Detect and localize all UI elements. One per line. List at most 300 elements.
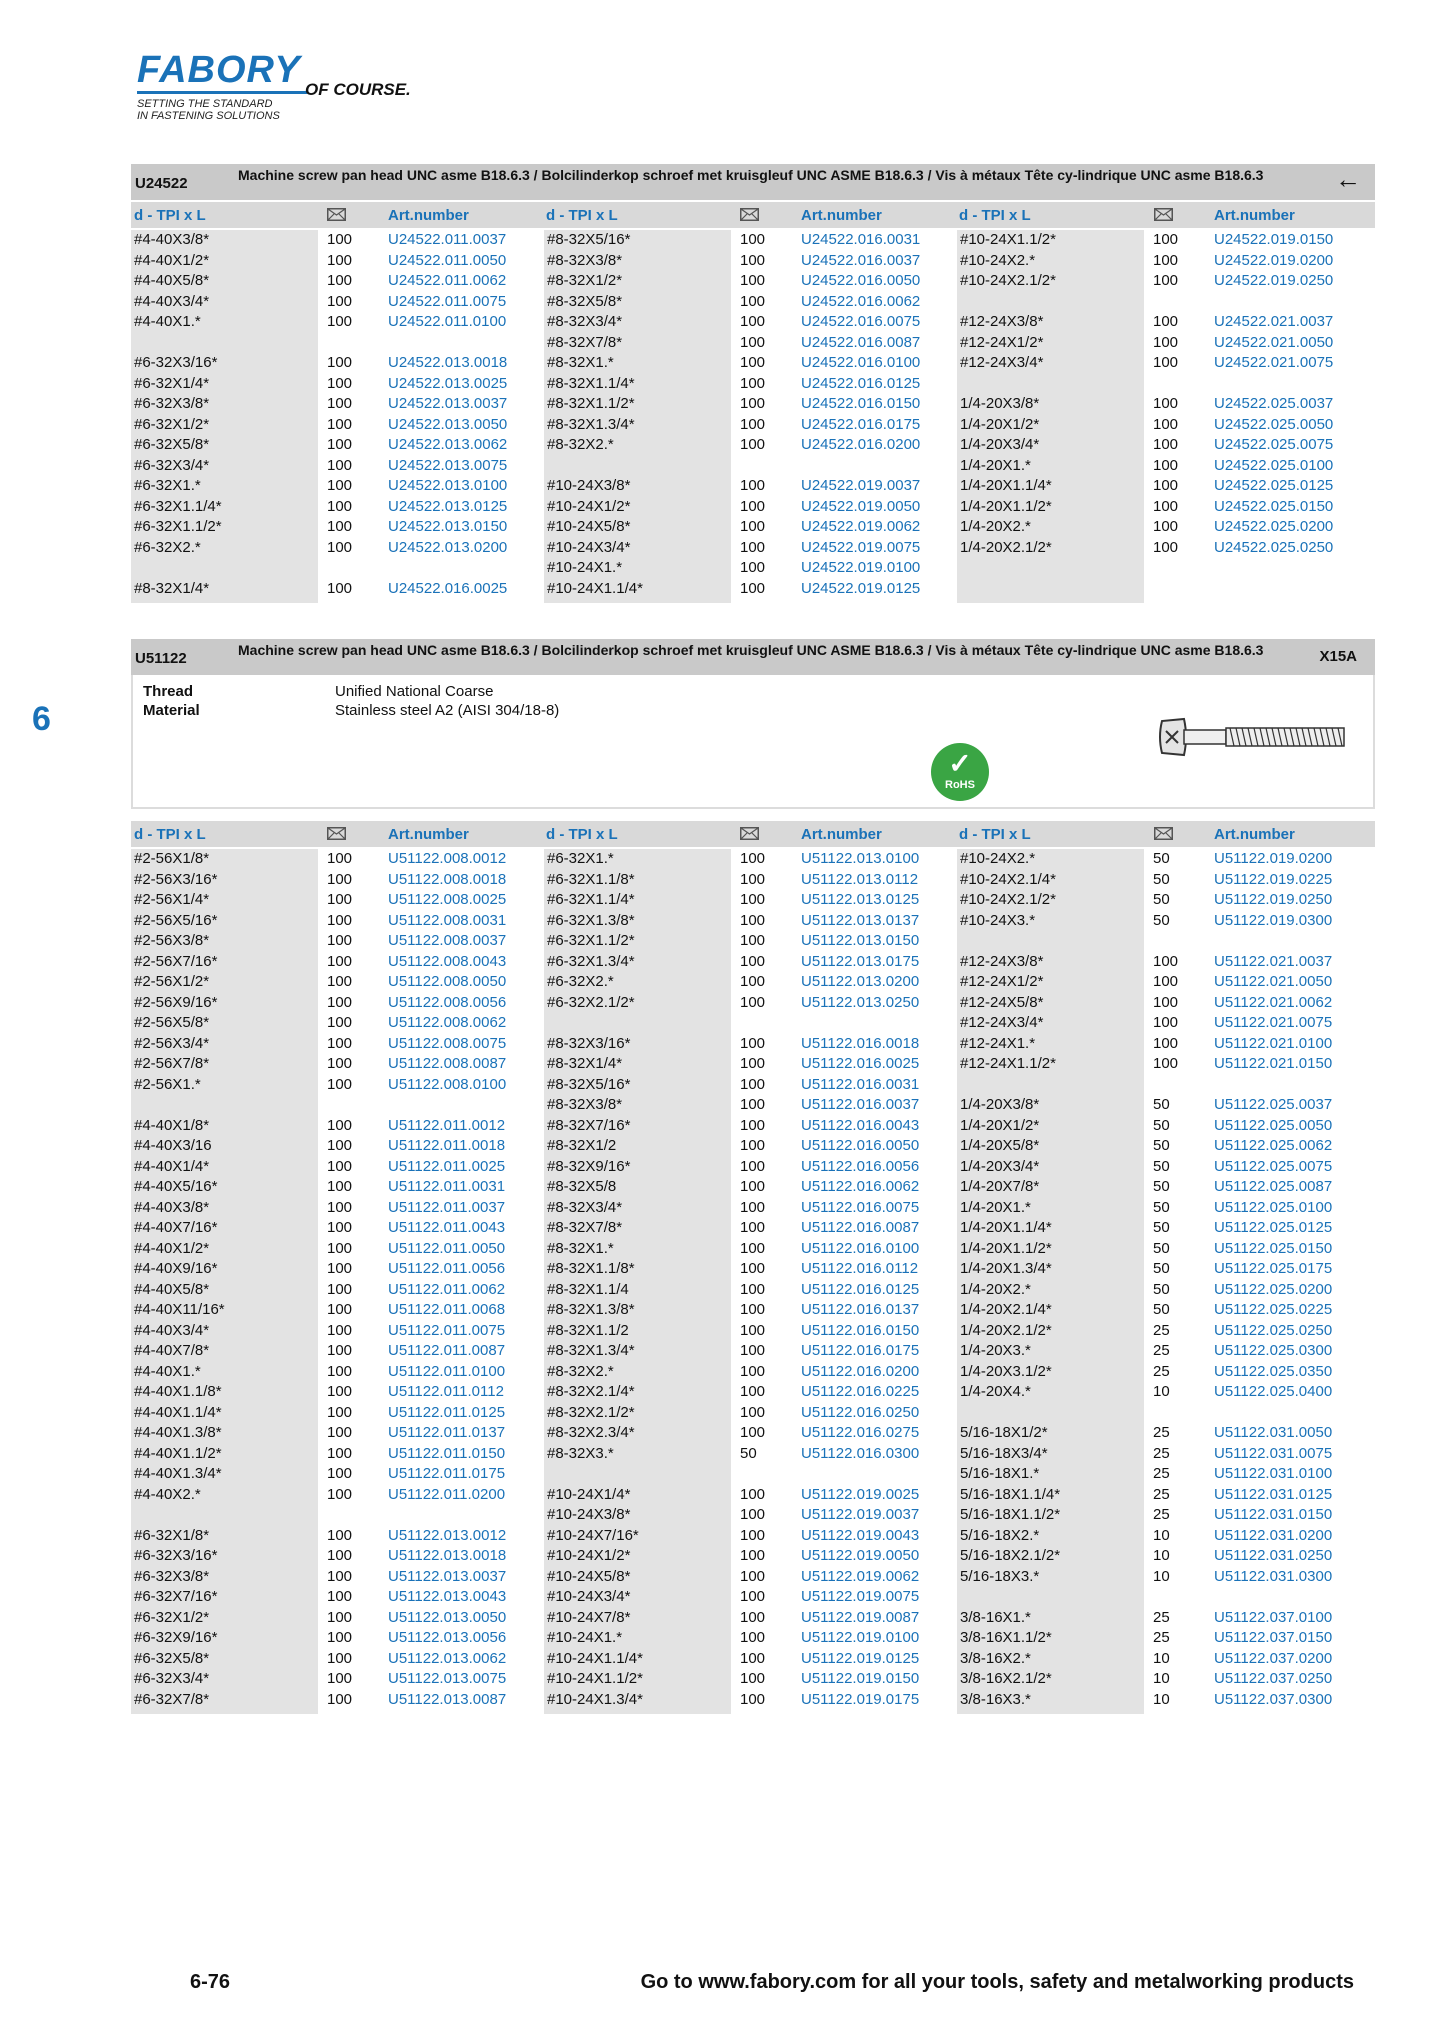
pack-qty-cell: 100 — [740, 313, 766, 330]
art-number-link[interactable]: U51122.013.0018 — [388, 1547, 507, 1564]
table-row — [131, 292, 541, 312]
table-row — [544, 1669, 954, 1689]
art-number-link[interactable]: U51122.016.0300 — [801, 1444, 920, 1462]
art-number-link[interactable]: U24522.013.0100 — [388, 477, 508, 494]
pack-qty-cell: 100 — [740, 1649, 766, 1667]
table-row — [131, 1444, 541, 1464]
art-number-link[interactable]: U51122.031.0125 — [1214, 1485, 1333, 1503]
pack-qty-cell: 100 — [740, 538, 766, 556]
pack-qty-cell: 50 — [1153, 1239, 1170, 1257]
table-row — [544, 230, 954, 250]
table-row — [544, 1280, 954, 1300]
pack-qty-cell: 50 — [740, 1444, 757, 1462]
pack-qty-cell: 100 — [327, 1198, 353, 1216]
table-row — [131, 972, 541, 992]
pack-qty-cell: 100 — [327, 1547, 353, 1564]
art-number-link[interactable]: U51122.008.0062 — [388, 1014, 507, 1031]
art-number-link[interactable]: U51122.019.0050 — [801, 1547, 920, 1564]
art-number-link[interactable]: U24522.021.0037 — [1214, 313, 1334, 330]
pan-head-screw-icon — [1154, 711, 1354, 763]
art-number-link[interactable]: U24522.013.0025 — [388, 374, 508, 392]
pack-qty-cell: 50 — [1153, 1301, 1170, 1318]
art-number-link[interactable]: U24522.016.0100 — [801, 354, 921, 371]
table-row — [131, 251, 541, 271]
pack-qty-cell: 50 — [1153, 850, 1170, 867]
art-number-link[interactable]: U51122.019.0100 — [801, 1629, 920, 1646]
size-cell: #4-40X5/8* — [134, 1280, 210, 1298]
pack-qty-cell: 100 — [327, 1260, 353, 1277]
art-number-link[interactable]: U51122.016.0018 — [801, 1034, 920, 1052]
table-row — [131, 1075, 541, 1095]
pack-qty-cell: 100 — [740, 231, 766, 248]
art-number-link[interactable]: U51122.011.0150 — [388, 1444, 506, 1462]
art-number-link[interactable]: U24522.016.0050 — [801, 272, 921, 289]
logo-tagline-1: SETTING THE STANDARD — [137, 98, 273, 110]
art-number-link[interactable]: U51122.037.0250 — [1214, 1670, 1333, 1687]
art-number-link[interactable]: U51122.037.0300 — [1214, 1690, 1333, 1708]
art-number-link[interactable]: U51122.013.0250 — [801, 993, 920, 1011]
art-number-link[interactable]: U51122.011.0031 — [388, 1178, 506, 1195]
art-number-link[interactable]: U24522.016.0075 — [801, 313, 921, 330]
size-cell: #6-32X1/4* — [134, 374, 210, 392]
art-number-link[interactable]: U24522.013.0018 — [388, 354, 508, 371]
size-cell: 1/4-20X1.1/4* — [960, 477, 1052, 494]
art-number-link[interactable]: U51122.016.0125 — [801, 1280, 920, 1298]
art-number-link[interactable]: U51122.031.0300 — [1214, 1567, 1333, 1585]
table-row — [957, 1095, 1367, 1115]
table-row — [131, 415, 541, 435]
art-number-link[interactable]: U51122.025.0062 — [1214, 1137, 1333, 1154]
size-cell: #8-32X1.1/4* — [547, 374, 635, 392]
art-number-link[interactable]: U51122.025.0200 — [1214, 1280, 1333, 1298]
art-number-link[interactable]: U51122.013.0125 — [801, 891, 920, 908]
table-row — [957, 1321, 1367, 1341]
art-number-link[interactable]: U24522.016.0150 — [801, 395, 921, 412]
table-row — [544, 271, 954, 291]
art-number-link[interactable]: U51122.025.0075 — [1214, 1157, 1333, 1175]
art-number-link[interactable]: U24522.013.0050 — [388, 415, 508, 433]
art-number-link[interactable]: U51122.019.0125 — [801, 1649, 920, 1667]
art-number-link[interactable]: U51122.019.0150 — [801, 1670, 920, 1687]
art-number-link[interactable]: U24522.011.0075 — [388, 292, 507, 310]
art-number-link[interactable]: U24522.016.0175 — [801, 415, 921, 433]
size-cell: #6-32X1.1/8* — [547, 870, 635, 888]
art-number-link[interactable]: U51122.013.0075 — [388, 1670, 507, 1687]
pack-qty-cell: 100 — [327, 1465, 353, 1482]
art-number-link[interactable]: U24522.025.0037 — [1214, 395, 1334, 412]
pack-qty-cell: 100 — [327, 1014, 353, 1031]
art-number-link[interactable]: U51122.021.0050 — [1214, 973, 1333, 990]
size-cell: #6-32X3/4* — [134, 456, 210, 474]
art-number-link[interactable]: U51122.011.0200 — [388, 1485, 506, 1503]
art-number-link[interactable]: U51122.019.0043 — [801, 1526, 920, 1544]
art-number-link[interactable]: U51122.016.0056 — [801, 1157, 920, 1175]
art-number-link[interactable]: U51122.013.0100 — [801, 850, 920, 867]
art-number-link[interactable]: U51122.011.0037 — [388, 1198, 506, 1216]
art-number-link[interactable]: U24522.013.0125 — [388, 497, 508, 515]
art-number-link[interactable]: U24522.025.0200 — [1214, 518, 1334, 535]
pack-qty-cell: 25 — [1153, 1629, 1170, 1646]
size-cell: 1/4-20X1.1/2* — [960, 497, 1052, 515]
size-cell: #10-24X1/4* — [547, 1485, 631, 1503]
art-number-link[interactable]: U24522.016.0031 — [801, 231, 921, 248]
table-row — [131, 1649, 541, 1669]
pack-qty-cell: 25 — [1153, 1444, 1170, 1462]
size-cell: #2-56X9/16* — [134, 993, 218, 1011]
table-row — [131, 456, 541, 476]
size-cell: #6-32X1.1/4* — [547, 891, 635, 908]
art-number-link[interactable]: U51122.037.0150 — [1214, 1629, 1333, 1646]
envelope-icon — [327, 208, 346, 221]
art-number-link[interactable]: U51122.008.0031 — [388, 911, 507, 929]
art-number-link[interactable]: U51122.025.0087 — [1214, 1178, 1333, 1195]
art-number-link[interactable]: U51122.016.0050 — [801, 1137, 920, 1154]
art-number-link[interactable]: U51122.013.0150 — [801, 932, 920, 949]
art-number-link[interactable]: U51122.025.0250 — [1214, 1321, 1333, 1339]
art-number-link[interactable]: U51122.025.0300 — [1214, 1342, 1333, 1359]
col-size-header: d - TPI x L — [134, 826, 206, 843]
logo-tagline-2: IN FASTENING SOLUTIONS — [137, 110, 280, 122]
art-number-link[interactable]: U51122.013.0175 — [801, 952, 920, 970]
art-number-link[interactable]: U24522.016.0062 — [801, 292, 921, 310]
art-number-link[interactable]: U24522.016.0087 — [801, 333, 921, 351]
table-row — [957, 972, 1367, 992]
art-number-link[interactable]: U51122.008.0050 — [388, 973, 507, 990]
art-number-link[interactable]: U51122.019.0225 — [1214, 870, 1333, 888]
art-number-link[interactable]: U24522.016.0200 — [801, 436, 921, 453]
table-row — [957, 1649, 1367, 1669]
art-number-link[interactable]: U51122.013.0200 — [801, 973, 920, 990]
size-cell: #6-32X1.3/4* — [547, 952, 635, 970]
pack-qty-cell: 100 — [740, 1567, 766, 1585]
table-row — [544, 1218, 954, 1238]
art-number-link[interactable]: U51122.013.0112 — [801, 870, 919, 888]
art-number-link[interactable]: U51122.019.0087 — [801, 1608, 920, 1626]
art-number-link[interactable]: U51122.013.0062 — [388, 1649, 507, 1667]
art-number-link[interactable]: U51122.016.0075 — [801, 1198, 920, 1216]
table-row — [544, 1116, 954, 1136]
size-cell: #8-32X3/4* — [547, 313, 623, 330]
art-number-link[interactable]: U51122.019.0250 — [1214, 891, 1333, 908]
art-number-link[interactable]: U51122.016.0200 — [801, 1362, 920, 1380]
size-cell: 1/4-20X2.1/4* — [960, 1301, 1052, 1318]
art-number-link[interactable]: U51122.008.0025 — [388, 891, 507, 908]
art-number-link[interactable]: U51122.008.0087 — [388, 1055, 507, 1072]
size-cell: 5/16-18X3.* — [960, 1567, 1040, 1585]
pack-qty-cell: 100 — [327, 952, 353, 970]
art-number-link[interactable]: U51122.008.0018 — [388, 870, 507, 888]
size-cell: #4-40X1.3/4* — [134, 1465, 222, 1482]
art-number-link[interactable]: U51122.011.0043 — [388, 1219, 506, 1236]
art-number-link[interactable]: U51122.019.0037 — [801, 1506, 920, 1523]
art-number-link[interactable]: U51122.021.0075 — [1214, 1014, 1333, 1031]
table-row — [131, 1239, 541, 1259]
table-row — [544, 1567, 954, 1587]
table-row — [544, 1300, 954, 1320]
pack-qty-cell: 100 — [1153, 952, 1179, 970]
art-number-link[interactable]: U51122.016.0043 — [801, 1116, 920, 1134]
art-number-link[interactable]: U24522.025.0100 — [1214, 456, 1334, 474]
pack-qty-cell: 100 — [740, 1383, 766, 1400]
art-number-link[interactable]: U51122.019.0075 — [801, 1588, 920, 1605]
pack-qty-cell: 100 — [740, 1137, 766, 1154]
art-number-link[interactable]: U51122.011.0137 — [388, 1424, 506, 1441]
table-row — [544, 1628, 954, 1648]
art-number-link[interactable]: U24522.019.0100 — [801, 559, 921, 576]
table-row — [544, 972, 954, 992]
table-row — [544, 558, 954, 578]
art-number-link[interactable]: U51122.021.0100 — [1214, 1034, 1333, 1052]
art-number-link[interactable]: U51122.031.0250 — [1214, 1547, 1333, 1564]
pack-qty-cell: 100 — [327, 1075, 353, 1093]
art-number-link[interactable]: U51122.011.0125 — [388, 1403, 506, 1421]
art-number-link[interactable]: U24522.011.0037 — [388, 231, 507, 248]
size-cell: #6-32X2.* — [547, 973, 614, 990]
table-row — [544, 374, 954, 394]
logo-slogan: OF COURSE. — [305, 80, 411, 99]
size-cell: #10-24X1/2* — [547, 497, 631, 515]
table-row — [544, 435, 954, 455]
pack-qty-cell: 100 — [740, 1198, 766, 1216]
table-row — [131, 353, 541, 373]
art-number-link[interactable]: U51122.008.0037 — [388, 932, 507, 949]
art-number-link[interactable]: U51122.031.0100 — [1214, 1465, 1333, 1482]
size-cell: #4-40X1.* — [134, 1362, 201, 1380]
art-number-link[interactable]: U51122.025.0037 — [1214, 1096, 1333, 1113]
table-row — [957, 1239, 1367, 1259]
size-cell: #4-40X1.* — [134, 313, 201, 330]
rohs-label: RoHS — [945, 779, 975, 791]
art-number-link[interactable]: U51122.011.0087 — [388, 1342, 506, 1359]
size-cell: 1/4-20X3/4* — [960, 436, 1040, 453]
pack-qty-cell: 100 — [327, 456, 353, 474]
art-number-link[interactable]: U51122.008.0012 — [388, 850, 507, 867]
table-row — [544, 394, 954, 414]
art-number-link[interactable]: U51122.019.0200 — [1214, 850, 1333, 867]
back-arrow-icon[interactable]: ← — [1335, 164, 1361, 194]
pack-qty-cell: 25 — [1153, 1485, 1170, 1503]
pack-qty-cell: 100 — [740, 932, 766, 949]
pack-qty-cell: 100 — [740, 1034, 766, 1052]
col-art-header: Art.number — [388, 826, 469, 843]
table-row — [544, 1157, 954, 1177]
table-row — [131, 911, 541, 931]
table-row — [957, 1669, 1367, 1689]
art-number-link[interactable]: U51122.013.0137 — [801, 911, 920, 929]
art-number-link[interactable]: U24522.021.0050 — [1214, 333, 1334, 351]
art-number-link[interactable]: U51122.019.0025 — [801, 1485, 920, 1503]
art-number-link[interactable]: U24522.013.0075 — [388, 456, 508, 474]
table-row — [131, 476, 541, 496]
pack-qty-cell: 10 — [1153, 1383, 1170, 1400]
art-number-link[interactable]: U24522.019.0125 — [801, 579, 921, 597]
art-number-link[interactable]: U51122.011.0050 — [388, 1239, 506, 1257]
art-number-link[interactable]: U24522.016.0025 — [388, 579, 508, 597]
table-row — [131, 312, 541, 332]
size-cell: #4-40X1/4* — [134, 1157, 210, 1175]
pack-qty-cell: 25 — [1153, 1362, 1170, 1380]
size-cell: #8-32X1/4* — [134, 579, 210, 597]
art-number-link[interactable]: U24522.025.0250 — [1214, 538, 1334, 556]
pack-qty-cell: 100 — [740, 1239, 766, 1257]
art-number-link[interactable]: U51122.013.0050 — [388, 1608, 507, 1626]
art-number-link[interactable]: U51122.016.0037 — [801, 1096, 920, 1113]
pack-qty-cell: 100 — [740, 477, 766, 494]
size-cell: #6-32X9/16* — [134, 1629, 218, 1646]
art-number-link[interactable]: U51122.031.0150 — [1214, 1506, 1333, 1523]
art-number-link[interactable]: U51122.011.0056 — [388, 1260, 506, 1277]
table-row — [544, 1505, 954, 1525]
pack-qty-cell: 100 — [1153, 538, 1179, 556]
art-number-link[interactable]: U51122.016.0031 — [801, 1075, 920, 1093]
art-number-link[interactable]: U51122.016.0087 — [801, 1219, 920, 1236]
art-number-link[interactable]: U24522.025.0150 — [1214, 497, 1334, 515]
art-number-link[interactable]: U51122.008.0056 — [388, 993, 507, 1011]
art-number-link[interactable]: U51122.016.0250 — [801, 1403, 920, 1421]
size-cell: #4-40X1.1/4* — [134, 1403, 222, 1421]
art-number-link[interactable]: U51122.008.0075 — [388, 1034, 507, 1052]
art-number-link[interactable]: U24522.013.0037 — [388, 395, 508, 412]
art-number-link[interactable]: U51122.016.0062 — [801, 1178, 920, 1195]
art-number-link[interactable]: U51122.021.0037 — [1214, 952, 1333, 970]
art-number-link[interactable]: U24522.019.0050 — [801, 497, 921, 515]
art-number-link[interactable]: U24522.025.0075 — [1214, 436, 1334, 453]
table-row — [131, 1423, 541, 1443]
art-number-link[interactable]: U51122.031.0050 — [1214, 1424, 1333, 1441]
art-number-link[interactable]: U24522.013.0200 — [388, 538, 508, 556]
art-number-link[interactable]: U24522.019.0062 — [801, 518, 921, 535]
art-number-link[interactable]: U51122.019.0300 — [1214, 911, 1333, 929]
art-number-link[interactable]: U51122.019.0062 — [801, 1567, 920, 1585]
size-cell: #6-32X3/16* — [134, 1547, 218, 1564]
size-cell: 1/4-20X4.* — [960, 1383, 1031, 1400]
art-number-link[interactable]: U24522.013.0062 — [388, 436, 508, 453]
art-number-link[interactable]: U51122.013.0012 — [388, 1526, 507, 1544]
art-number-link[interactable]: U51122.037.0100 — [1214, 1608, 1333, 1626]
art-number-link[interactable]: U51122.019.0175 — [801, 1690, 920, 1708]
pack-qty-cell: 50 — [1153, 911, 1170, 929]
art-number-link[interactable]: U51122.013.0087 — [388, 1690, 507, 1708]
art-number-link[interactable]: U24522.019.0200 — [1214, 251, 1334, 269]
art-number-link[interactable]: U51122.013.0056 — [388, 1629, 507, 1646]
table-row — [957, 1259, 1367, 1279]
art-number-link[interactable]: U51122.025.0100 — [1214, 1198, 1333, 1216]
art-number-link[interactable]: U24522.021.0075 — [1214, 354, 1334, 371]
pack-qty-cell: 100 — [740, 518, 766, 535]
pack-qty-cell: 100 — [740, 251, 766, 269]
pack-qty-cell: 100 — [740, 579, 766, 597]
art-number-link[interactable]: U51122.016.0275 — [801, 1424, 920, 1441]
table-row — [131, 1587, 541, 1607]
art-number-link[interactable]: U51122.016.0137 — [801, 1301, 920, 1318]
size-cell: #4-40X3/8* — [134, 231, 210, 248]
art-number-link[interactable]: U24522.019.0250 — [1214, 272, 1334, 289]
art-number-link[interactable]: U24522.019.0075 — [801, 538, 921, 556]
art-number-link[interactable]: U51122.037.0200 — [1214, 1649, 1333, 1667]
envelope-icon — [1154, 827, 1173, 840]
art-number-link[interactable]: U51122.013.0043 — [388, 1588, 507, 1605]
art-number-link[interactable]: U51122.011.0175 — [388, 1465, 506, 1482]
art-number-link[interactable]: U51122.025.0150 — [1214, 1239, 1333, 1257]
art-number-link[interactable]: U51122.021.0062 — [1214, 993, 1333, 1011]
art-number-link[interactable]: U51122.016.0100 — [801, 1239, 920, 1257]
art-number-link[interactable]: U51122.025.0050 — [1214, 1116, 1333, 1134]
size-cell: #4-40X9/16* — [134, 1260, 218, 1277]
art-number-link[interactable]: U51122.021.0150 — [1214, 1055, 1333, 1072]
table-row — [131, 517, 541, 537]
table-row — [957, 1444, 1367, 1464]
table-row — [131, 1382, 541, 1402]
table-row — [131, 1608, 541, 1628]
art-number-link[interactable]: U51122.025.0175 — [1214, 1260, 1333, 1277]
size-cell: #8-32X1.1/4 — [547, 1280, 629, 1298]
table-row — [544, 1362, 954, 1382]
table-row — [957, 993, 1367, 1013]
art-number-link[interactable]: U24522.011.0062 — [388, 272, 507, 289]
art-number-link[interactable]: U51122.025.0400 — [1214, 1383, 1333, 1400]
art-number-link[interactable]: U51122.016.0225 — [801, 1383, 920, 1400]
size-cell: #10-24X3/4* — [547, 1588, 631, 1605]
pack-qty-cell: 100 — [1153, 1055, 1179, 1072]
art-number-link[interactable]: U51122.016.0175 — [801, 1342, 920, 1359]
art-number-link[interactable]: U51122.031.0200 — [1214, 1526, 1333, 1544]
art-number-link[interactable]: U24522.025.0050 — [1214, 415, 1334, 433]
size-cell: 5/16-18X3/4* — [960, 1444, 1048, 1462]
art-number-link[interactable]: U24522.013.0150 — [388, 518, 508, 535]
art-number-link[interactable]: U51122.011.0025 — [388, 1157, 506, 1175]
pack-qty-cell: 100 — [1153, 477, 1179, 494]
art-number-link[interactable]: U51122.025.0125 — [1214, 1219, 1333, 1236]
page-number: 6-76 — [190, 1971, 231, 1993]
art-number-link[interactable]: U24522.011.0100 — [388, 313, 507, 330]
art-number-link[interactable]: U51122.011.0012 — [388, 1116, 506, 1134]
art-number-link[interactable]: U51122.008.0100 — [388, 1075, 507, 1093]
art-number-link[interactable]: U51122.011.0112 — [388, 1383, 504, 1400]
art-number-link[interactable]: U24522.011.0050 — [388, 251, 507, 269]
section-u24522 — [131, 164, 1375, 600]
art-number-link[interactable]: U51122.025.0225 — [1214, 1301, 1333, 1318]
art-number-link[interactable]: U24522.019.0150 — [1214, 231, 1334, 248]
art-number-link[interactable]: U24522.019.0037 — [801, 477, 921, 494]
art-number-link[interactable]: U24522.025.0125 — [1214, 477, 1334, 494]
art-number-link[interactable]: U51122.011.0062 — [388, 1280, 506, 1298]
table-row — [957, 1218, 1367, 1238]
art-number-link[interactable]: U51122.031.0075 — [1214, 1444, 1333, 1462]
art-number-link[interactable]: U51122.025.0350 — [1214, 1362, 1333, 1380]
art-number-link[interactable]: U24522.016.0037 — [801, 251, 921, 269]
col-size-header: d - TPI x L — [959, 207, 1031, 224]
art-number-link[interactable]: U24522.016.0125 — [801, 374, 921, 392]
table-row — [957, 1567, 1367, 1587]
art-number-link[interactable]: U51122.013.0037 — [388, 1567, 507, 1585]
art-number-link[interactable]: U51122.016.0025 — [801, 1055, 920, 1072]
art-number-link[interactable]: U51122.016.0150 — [801, 1321, 920, 1339]
table-row — [544, 1054, 954, 1074]
table-row — [544, 1546, 954, 1566]
art-number-link[interactable]: U51122.016.0112 — [801, 1260, 919, 1277]
art-number-link[interactable]: U51122.011.0018 — [388, 1137, 506, 1154]
table-row — [544, 353, 954, 373]
art-number-link[interactable]: U51122.011.0100 — [388, 1362, 506, 1380]
table-row — [544, 1444, 954, 1464]
art-number-link[interactable]: U51122.011.0068 — [388, 1301, 506, 1318]
art-number-link[interactable]: U51122.011.0075 — [388, 1321, 506, 1339]
table-row — [957, 1198, 1367, 1218]
size-cell: #4-40X11/16* — [134, 1301, 225, 1318]
art-number-link[interactable]: U51122.008.0043 — [388, 952, 507, 970]
table-row — [131, 1485, 541, 1505]
pack-qty-cell: 50 — [1153, 1219, 1170, 1236]
